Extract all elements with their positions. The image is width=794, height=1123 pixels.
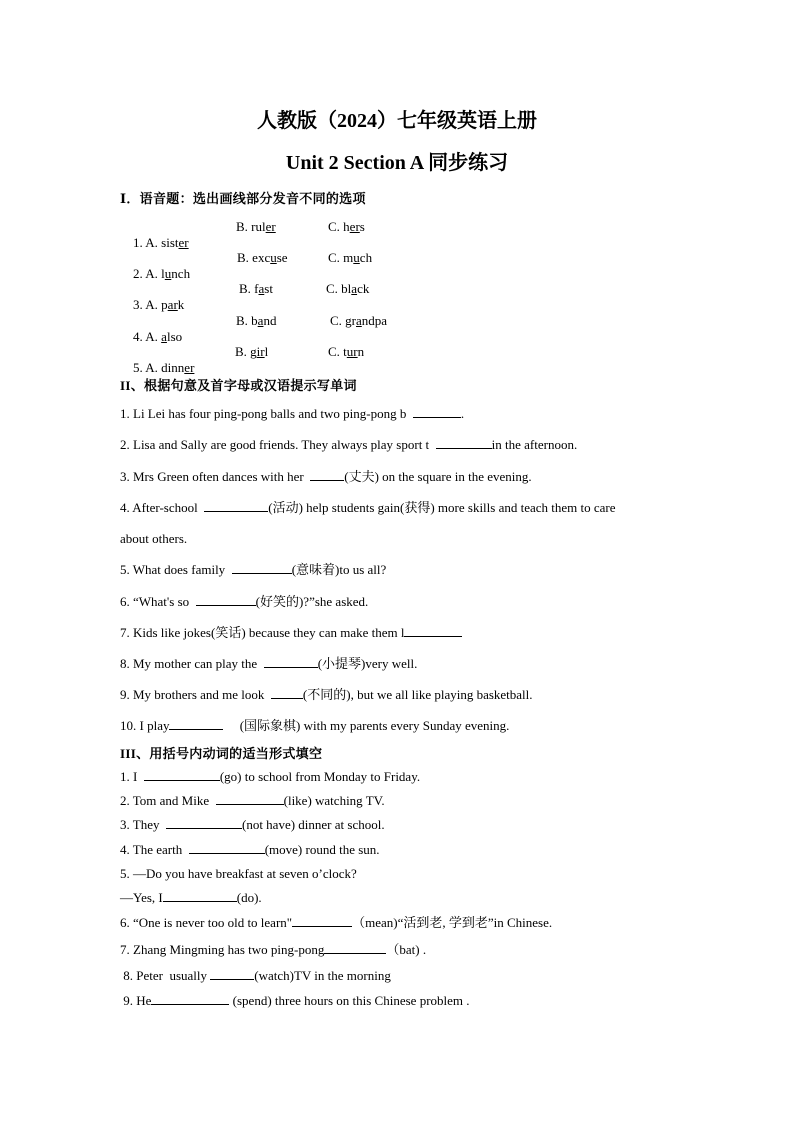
question-line	[120, 890, 262, 906]
text-segment: B. f	[239, 281, 259, 296]
text-segment: C. m	[328, 250, 354, 265]
text-segment: 2. Lisa and Sally are good friends. They always play sport t	[120, 437, 430, 452]
answer-blank[interactable]	[216, 793, 284, 805]
text-segment: C. bl	[326, 281, 352, 296]
text-segment: n	[357, 344, 365, 359]
section-1-heading: Ⅰ．语音题：选出画线部分发音不同的选项	[120, 191, 366, 206]
question-line	[120, 625, 462, 641]
text-segment: (go) to school from Monday to Friday.	[219, 769, 421, 784]
text-segment: 6. “One is never too old to learn"	[120, 915, 293, 930]
text-segment: 7. Kids like jokes(笑话) because they can make them l	[120, 625, 405, 640]
text-segment: er	[184, 360, 195, 375]
text-segment: se	[276, 250, 288, 265]
text-segment: er	[349, 219, 360, 234]
text-segment: (小提琴)very well.	[317, 656, 418, 671]
text-segment: 7. Zhang Mingming has two ping-pong	[120, 942, 325, 957]
text-segment: (不同的), but we all like playing basketball.	[302, 687, 533, 702]
phonics-option-c	[328, 219, 365, 235]
question-line	[120, 562, 386, 578]
answer-blank[interactable]	[404, 625, 462, 637]
text-segment: 1. A.	[133, 235, 158, 250]
text-segment: (like) watching TV.	[283, 793, 385, 808]
text-segment: B. exc	[237, 250, 271, 265]
text-segment: —Yes, I	[120, 890, 163, 905]
answer-blank[interactable]	[324, 942, 386, 954]
question-line	[120, 469, 532, 485]
text-segment: 5. A.	[133, 360, 158, 375]
text-segment: ch	[359, 250, 373, 265]
text-segment: sist	[161, 235, 179, 250]
text-segment: B. b	[236, 313, 258, 328]
text-segment: er	[265, 219, 276, 234]
page-title: 人教版（2024）七年级英语上册	[257, 110, 537, 132]
phonics-option-c	[326, 281, 369, 297]
text-segment: 8. My mother can play the	[120, 656, 258, 671]
text-segment: .	[460, 406, 465, 421]
text-segment: about others.	[120, 531, 188, 546]
answer-blank[interactable]	[166, 817, 242, 829]
text-segment: lso	[166, 329, 183, 344]
phonics-option-c	[330, 313, 387, 329]
answer-blank[interactable]	[210, 968, 254, 980]
text-segment: (丈夫) on the square in the evening.	[344, 469, 532, 484]
text-segment: 5. What does family	[120, 562, 226, 577]
question-line	[120, 968, 391, 984]
text-segment: l	[161, 266, 165, 281]
question-line	[120, 817, 385, 833]
question-line	[120, 866, 357, 882]
text-segment: (do).	[236, 890, 262, 905]
answer-blank[interactable]	[144, 769, 220, 781]
text-segment: (watch)TV in the morning	[254, 968, 391, 983]
text-segment: in the afternoon.	[491, 437, 578, 452]
text-segment: a	[161, 329, 167, 344]
section-2-heading: II、根据句意及首字母或汉语提示写单词	[120, 378, 357, 393]
text-segment: 2. Tom and Mike	[120, 793, 210, 808]
text-segment: (not have) dinner at school.	[241, 817, 385, 832]
text-segment: C. h	[328, 219, 350, 234]
phonics-option-c	[328, 344, 364, 360]
answer-blank[interactable]	[292, 915, 352, 927]
text-segment: (move) round the sun.	[264, 842, 380, 857]
text-segment: 1. Li Lei has four ping-pong balls and two ping-pong b	[120, 406, 407, 421]
question-line	[120, 687, 533, 703]
answer-blank[interactable]	[436, 437, 492, 449]
answer-blank[interactable]	[264, 656, 318, 668]
text-segment: (好笑的)?”she asked.	[255, 594, 369, 609]
question-line	[120, 531, 187, 547]
text-segment: u	[164, 266, 172, 281]
text-segment: l	[264, 344, 269, 359]
answer-blank[interactable]	[163, 890, 237, 902]
text-segment: a	[257, 313, 264, 328]
answer-blank[interactable]	[189, 842, 265, 854]
question-line	[120, 993, 470, 1009]
text-segment: 1. I	[120, 769, 138, 784]
phonics-option-b	[236, 313, 276, 329]
answer-blank[interactable]	[196, 594, 256, 606]
answer-blank[interactable]	[151, 993, 229, 1005]
question-line	[120, 915, 552, 931]
text-segment: C. gr	[330, 313, 356, 328]
text-segment: nch	[171, 266, 191, 281]
text-segment: ur	[346, 344, 358, 359]
text-segment: dinn	[161, 360, 185, 375]
answer-blank[interactable]	[310, 469, 344, 481]
phonics-option-b	[236, 219, 276, 235]
text-segment: 3. A.	[133, 297, 158, 312]
text-segment: (国际象棋) with my parents every Sunday evening.	[239, 718, 510, 733]
question-line	[120, 793, 385, 809]
text-segment: C. t	[328, 344, 347, 359]
text-segment: a	[351, 281, 358, 296]
text-segment: u	[353, 250, 360, 265]
answer-blank[interactable]	[271, 687, 303, 699]
text-segment: k	[177, 297, 185, 312]
text-segment: p	[161, 297, 168, 312]
question-line	[120, 656, 417, 672]
page-subtitle: Unit 2 Section A 同步练习	[285, 152, 509, 174]
text-segment: （mean)“活到老, 学到老”in Chinese.	[352, 915, 553, 930]
text-segment: 4. After-school	[120, 500, 198, 515]
question-line	[120, 406, 464, 422]
question-line	[120, 842, 380, 858]
phonics-option-b	[239, 281, 273, 297]
text-segment: （bat) .	[386, 942, 427, 957]
text-segment: B. rul	[236, 219, 266, 234]
question-line	[120, 594, 368, 610]
text-segment: 3. They	[120, 817, 160, 832]
text-segment: ndpa	[361, 313, 388, 328]
text-segment: (spend) three hours on this Chinese problem .	[232, 993, 470, 1008]
text-segment: a	[258, 281, 265, 296]
question-line	[120, 718, 509, 734]
text-segment: 3. Mrs Green often dances with her	[120, 469, 304, 484]
text-segment: 9. My brothers and me look	[120, 687, 265, 702]
text-segment: u	[270, 250, 277, 265]
text-segment: 10. I play	[120, 718, 170, 733]
text-segment: 4. A.	[133, 329, 158, 344]
text-segment: (活动) help students gain(获得) more skills and teach them to care	[268, 500, 616, 515]
text-segment: a	[356, 313, 362, 328]
text-segment: ir	[256, 344, 265, 359]
section-3-heading: III、用括号内动词的适当形式填空	[120, 746, 323, 761]
text-segment: nd	[263, 313, 277, 328]
answer-blank[interactable]	[169, 718, 223, 730]
text-segment: 6. “What's so	[120, 594, 190, 609]
phonics-option-b	[235, 344, 268, 360]
phonics-option-b	[237, 250, 288, 266]
text-segment: s	[359, 219, 365, 234]
text-segment: 4. The earth	[120, 842, 183, 857]
answer-blank[interactable]	[204, 500, 268, 512]
question-line	[120, 769, 420, 785]
text-segment: ar	[167, 297, 178, 312]
answer-blank[interactable]	[413, 406, 461, 418]
text-segment: er	[178, 235, 189, 250]
text-segment: (意味着)to us all?	[291, 562, 387, 577]
text-segment: st	[264, 281, 273, 296]
phonics-option-c	[328, 250, 372, 266]
text-segment: 8. Peter usually	[120, 968, 208, 983]
text-segment: 5. —Do you have breakfast at seven o’clock?	[120, 866, 357, 881]
text-segment: 9. He	[120, 993, 152, 1008]
question-line	[120, 942, 426, 958]
question-line	[120, 437, 577, 453]
question-line	[120, 500, 616, 516]
text-segment: 2. A.	[133, 266, 158, 281]
text-segment: B. g	[235, 344, 257, 359]
answer-blank[interactable]	[232, 562, 292, 574]
text-segment: ck	[357, 281, 370, 296]
